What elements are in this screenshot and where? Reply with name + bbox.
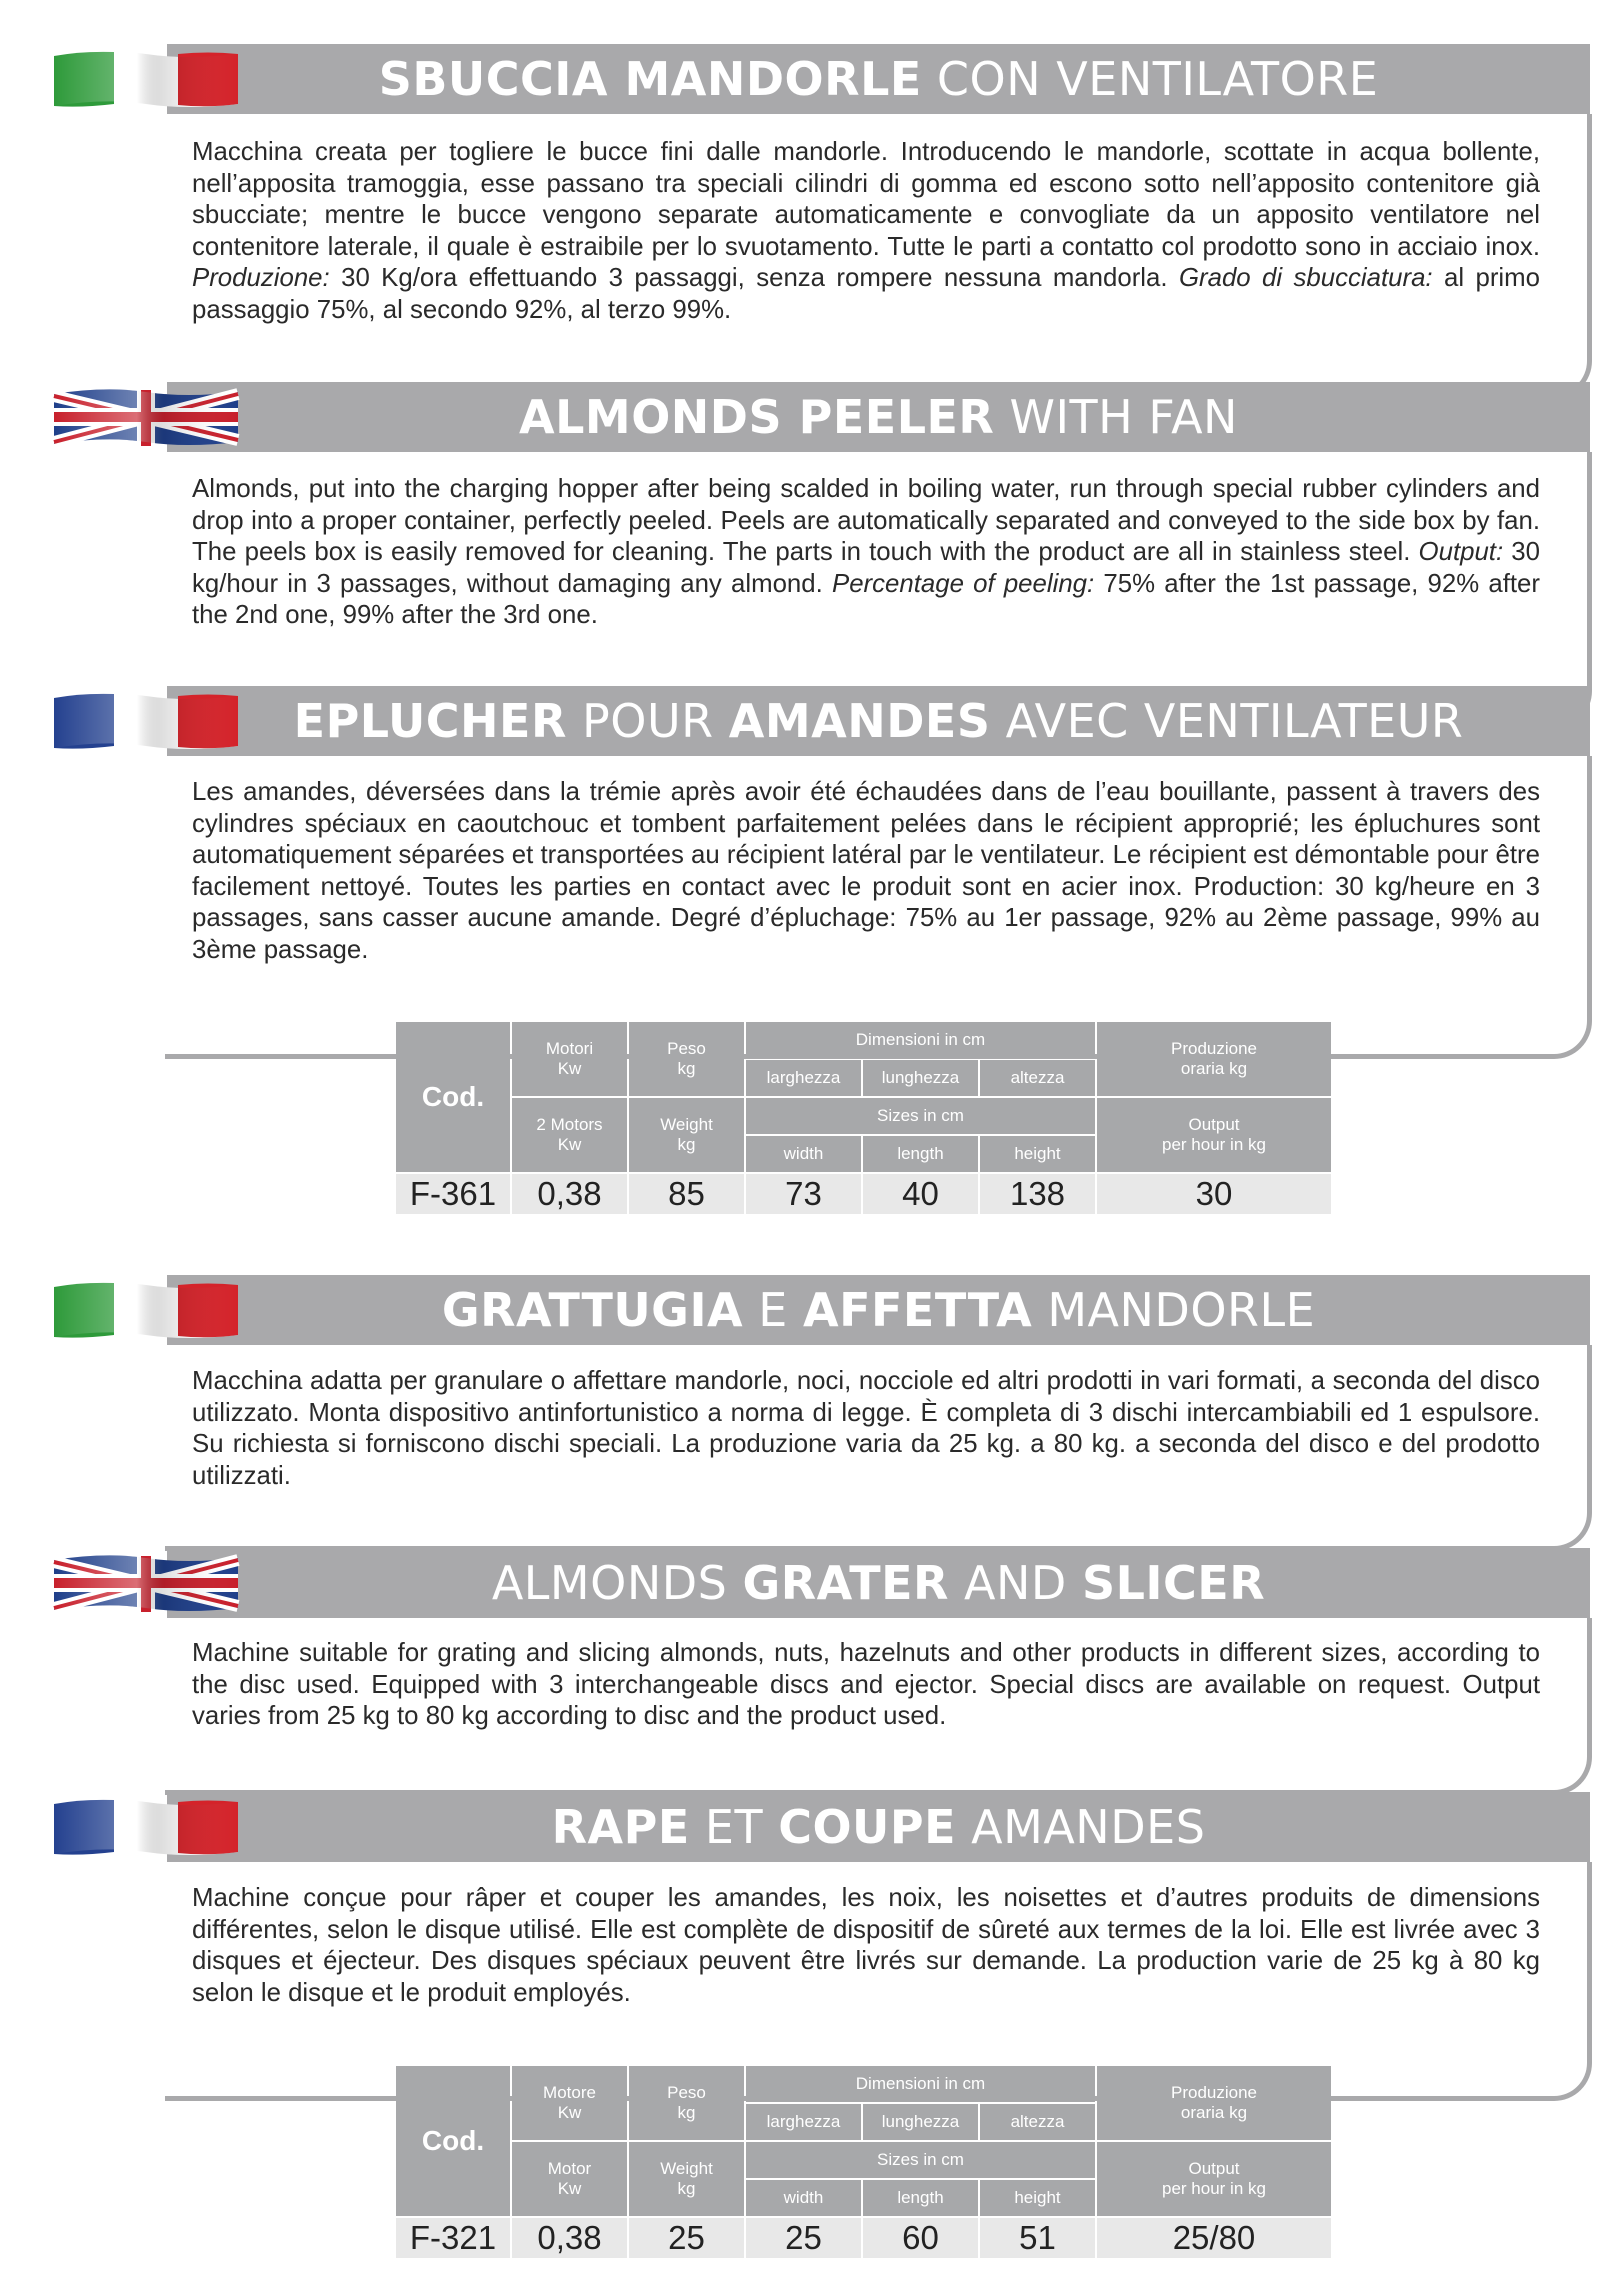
length-header-en: length bbox=[863, 2180, 978, 2216]
sizes-header: Sizes in cm bbox=[746, 2142, 1095, 2178]
title-light: POUR bbox=[582, 694, 714, 748]
cell-motors: 0,38 bbox=[512, 2218, 627, 2258]
title-bold: GRATTUGIA bbox=[441, 1283, 744, 1337]
cell-width: 25 bbox=[746, 2218, 861, 2258]
text-part: 75% after the 1st passage, 92% after the 2nd one, 99% after the 3rd one. bbox=[192, 569, 1540, 629]
cell-height: 138 bbox=[980, 1174, 1095, 1214]
title-bold: SBUCCIA MANDORLE bbox=[378, 52, 922, 106]
weight-header: Peso kg bbox=[629, 2066, 744, 2140]
title-bold: RAPE bbox=[551, 1800, 690, 1854]
section-title bbox=[167, 1548, 1590, 1618]
height-header-en: height bbox=[980, 2180, 1095, 2216]
title-light: ALMONDS bbox=[491, 1556, 728, 1610]
width-header-en: width bbox=[746, 1136, 861, 1172]
height-header: altezza bbox=[980, 2104, 1095, 2140]
text-italic: Percentage of peeling: bbox=[831, 569, 1095, 598]
title-light: WITH FAN bbox=[1009, 390, 1238, 444]
title-light: E bbox=[758, 1283, 788, 1337]
title-light: AVEC VENTILATEUR bbox=[1005, 694, 1464, 748]
length-header: lunghezza bbox=[863, 1060, 978, 1096]
title-bold: AMANDES bbox=[728, 694, 991, 748]
section-bracket bbox=[165, 114, 1592, 399]
cell-weight: 85 bbox=[629, 1174, 744, 1214]
cell-length: 40 bbox=[863, 1174, 978, 1214]
title-bold: EPLUCHER bbox=[293, 694, 567, 748]
length-header-en: length bbox=[863, 1136, 978, 1172]
output-header-en: Output per hour in kg bbox=[1097, 1098, 1331, 1172]
section-bracket bbox=[165, 1345, 1592, 1551]
cell-code: F-321 bbox=[396, 2218, 510, 2258]
motors-header: Motori Kw bbox=[512, 1022, 627, 1096]
text-part: Macchina creata per togliere le bucce fini dalle mandorle. Introducendo le mandorle, scottate in acqua bollente, nell’apposita tramoggia, esse passano tra speciali cilindri di gomma ed escono sotto nell’apposito contenitore già sbucciate; mentre le bucce vengono separate automaticamente e convogliate da un apposito ventilatore nel contenitore laterale, il quale è estraibile per lo svuotamento. Tutte le parti a contatto col prodotto sono in acciaio inox. bbox=[192, 138, 1540, 261]
cell-output: 25/80 bbox=[1097, 2218, 1331, 2258]
cell-length: 60 bbox=[863, 2218, 978, 2258]
text-part: 30 kg/hour in 3 passages, without damaging any almond. bbox=[192, 538, 1540, 598]
title-light: MANDORLE bbox=[1047, 1283, 1316, 1337]
cell-width: 73 bbox=[746, 1174, 861, 1214]
title-light: ET bbox=[704, 1800, 764, 1854]
output-header: Produzione oraria kg bbox=[1097, 1022, 1331, 1096]
text-part: 30 Kg/ora effettuando 3 passaggi, senza rompere nessuna mandorla. bbox=[341, 264, 1168, 292]
text-italic: Produzione: bbox=[192, 264, 330, 292]
cell-weight: 25 bbox=[629, 2218, 744, 2258]
title-bold: ALMONDS PEELER bbox=[519, 390, 995, 444]
text-part: al primo passaggio 75%, al secondo 92%, al terzo 99%. bbox=[192, 264, 1540, 324]
section-bracket bbox=[165, 756, 1592, 1059]
cell-height: 51 bbox=[980, 2218, 1095, 2258]
description: Machine conçue pour râper et couper les amandes, les noix, les noisettes et d’autres produits de dimensions différentes, selon le disque utilisé. Elle est complète de dispositif de sûreté aux termes de la loi. Elle est livrée avec 3 disques et éjecteur. Des disques spéciaux peuvent être livrés sur demande. La production varie de 25 kg à 80 kg selon le disque et le produit employés. bbox=[192, 1884, 1540, 2007]
width-header-en: width bbox=[746, 2180, 861, 2216]
dimensions-header: Dimensioni in cm bbox=[746, 1022, 1095, 1058]
length-header: lunghezza bbox=[863, 2104, 978, 2140]
motors-header-en: Motor Kw bbox=[512, 2142, 627, 2216]
output-header-en: Output per hour in kg bbox=[1097, 2142, 1331, 2216]
description: Les amandes, déversées dans la trémie après avoir été échaudées dans de l’eau bouillante, passent à travers des cylindres spéciaux en caoutchouc et tombent parfaitement pelées dans le récipient approprié; les épluchures sont automatiquement séparées et transportées au récipient latéral par le ventilateur. Le récipient est démontable pour être facilement nettoyé. Toutes les parties en contact avec le produit sont en acier inox. Production: 30 kg/heure en 3 passages, sans casser aucune amande. Degré d’épluchage: 75% au 1er passage, 92% au 2ème passage, 99% au 3ème passage. bbox=[192, 778, 1540, 964]
text-italic: Output: bbox=[1418, 538, 1504, 566]
spec-table-f361 bbox=[394, 1020, 1333, 1216]
section-title bbox=[167, 382, 1590, 452]
width-header: larghezza bbox=[746, 2104, 861, 2140]
spec-table-f321 bbox=[394, 2064, 1333, 2260]
title-light: AND bbox=[964, 1556, 1067, 1610]
description: Machine suitable for grating and slicing almonds, nuts, hazelnuts and other products in different sizes, according to the disc used. Equipped with 3 interchangeable discs and ejector. Special discs are available on request. Output varies from 25 kg to 80 kg according to disc and the product used. bbox=[192, 1639, 1540, 1730]
motors-header-en: 2 Motors Kw bbox=[512, 1098, 627, 1172]
sizes-header: Sizes in cm bbox=[746, 1098, 1095, 1134]
section-title bbox=[167, 1792, 1590, 1862]
dimensions-header: Dimensioni in cm bbox=[746, 2066, 1095, 2102]
cod-header: Cod. bbox=[396, 2066, 510, 2216]
title-light: CON VENTILATORE bbox=[936, 52, 1379, 106]
weight-header: Peso kg bbox=[629, 1022, 744, 1096]
section-bracket bbox=[165, 1618, 1592, 1795]
text-part: Almonds, put into the charging hopper after being scalded in boiling water, run through special rubber cylinders and drop into a proper container, perfectly peeled. Peels are automatically separated and conveyed to the side box by fan. The peels box is easily removed for cleaning. The parts in touch with the product are all in stainless steel. bbox=[192, 475, 1540, 566]
title-bold: AFFETTA bbox=[802, 1283, 1033, 1337]
section-title bbox=[167, 686, 1590, 756]
section-title bbox=[167, 1275, 1590, 1345]
title-bold: GRATER bbox=[742, 1556, 949, 1610]
table-row bbox=[396, 2218, 1331, 2258]
title-light: AMANDES bbox=[971, 1800, 1206, 1854]
weight-header-en: Weight kg bbox=[629, 2142, 744, 2216]
motors-header: Motore Kw bbox=[512, 2066, 627, 2140]
table-row bbox=[396, 1174, 1331, 1214]
output-header: Produzione oraria kg bbox=[1097, 2066, 1331, 2140]
cell-output: 30 bbox=[1097, 1174, 1331, 1214]
height-header-en: height bbox=[980, 1136, 1095, 1172]
section-title bbox=[167, 44, 1590, 114]
text-italic: Grado di sbucciatura: bbox=[1178, 264, 1433, 292]
cell-motors: 0,38 bbox=[512, 1174, 627, 1214]
height-header: altezza bbox=[980, 1060, 1095, 1096]
cell-code: F-361 bbox=[396, 1174, 510, 1214]
width-header: larghezza bbox=[746, 1060, 861, 1096]
weight-header-en: Weight kg bbox=[629, 1098, 744, 1172]
cod-header: Cod. bbox=[396, 1022, 510, 1172]
title-bold: COUPE bbox=[778, 1800, 957, 1854]
title-bold: SLICER bbox=[1081, 1556, 1266, 1610]
description: Macchina adatta per granulare o affettare mandorle, noci, nocciole ed altri prodotti in vari formati, a seconda del disco utilizzato. Monta dispositivo antinfortunistico a norma di legge. È completa di 3 dischi intercambiabili ed 1 espulsore. Su richiesta si forniscono dischi speciali. La produzione varia da 25 kg. a 80 kg. a seconda del disco e del prodotto utilizzati. bbox=[192, 1367, 1540, 1490]
